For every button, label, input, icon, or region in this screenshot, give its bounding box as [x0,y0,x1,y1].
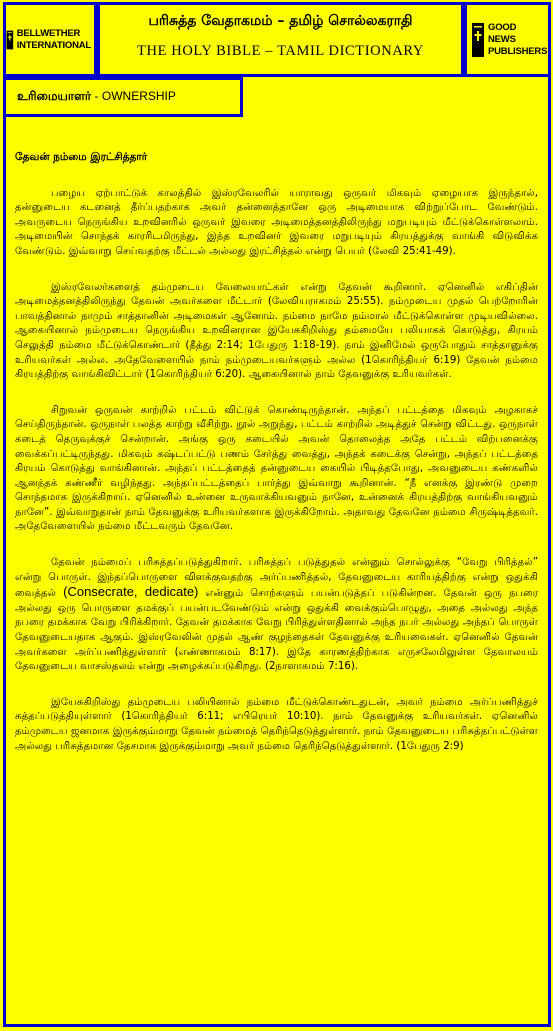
title-tamil: பரிசுத்த வேதாகமம் – தமிழ் சொல்லகராதி [148,13,413,29]
consecrate-keyword: (Consecrate, dedicate) [63,584,199,600]
consecrate-text-after: என்னும் சொற்களும் பயன்படுத்தப் படுகின்றன. தேவன் ஒரு நபரை அல்லது ஒரு பொருளை தமக்குப் பயன்படவேண்டும் என்று ஒதுக்கி வைக்கும்பொழுது, அதை அல்லது அந்த நபரை தமக்காக வேறு பிரிக்கிறார். தேவன் தமக்காக வேறு பிரித்துள்ளதினால் அந்த நபர் அல்லது அந்தப் பொருள் தேவனுடையதாக ஆகும். இஸ்ரவேலின் முதல் ஆண் குழந்தைகள் தேவனுக்கு உரியவைகள். ஏனெனில் தேவன் அவர்களை அர்ப்பணித்துள்ளார் (எண்ணாகமம் 8:17). இதே காரணத்திற்காக எருசலேமிலுள்ள தேவாலயம் தேவனுடைய வாசஸ்தலம் என்று அழைக்கப்படுகிறது. (2நாளாகமம் 7:16). [15,588,538,673]
consecrate-text-before: தேவன் நம்மைப் பரிசுத்தப்படுத்துகிறார். பரிசுத்தப் படுத்துதல் என்னும் சொல்லுக்கு “வேறு பிரித்தல்” என்று பொருள். இந்தப்பொருளை விளக்குவதற்கு அர்ப்பணித்தல், தேவனுடைய காரியத்திற்கு என்று ஒதுக்கி வைத்தல் [15,557,538,600]
paragraph-3: சிறுவன் ஒருவன் காற்றில் பட்டம் விட்டுக் கொண்டிருந்தான். அந்தப் பட்டத்தை மிகவும் அழகாகச் செய்திருந்தான். ஒருநாள் பலத்த காற்று வீசிற்று. நூல் அறுந்து, பட்டம் காற்றில் அடித்துச் சென்று விட்டது. ஒருநாள் கடைத் தெருவுக்குச் சென்றான். அங்கு ஒரு கடையில் அவன் தொலைத்த அதே பட்டம் விற்பனைக்கு வைக்கப்பட்டிருந்தது. மிகவும் கஷ்டப்பட்டு பணம் சேர்த்து வைத்து, அந்தக் கடைக்கு சென்று, அந்தப் பட்டத்தை கிரயம் கொடுத்து வாங்கினான். அந்தப் பட்டத்தைத் தன்னுடைய கையில் பிடித்தபோது, அவனுடைய கண்களில் ஆனந்தக் கண்ணீர் வழிந்தது. அந்தப்பட்டத்தைப் பார்த்து இவ்வாறு கூறினான். “நீ எனக்கு இரண்டு முறை சொந்தமாக இருக்கிறாய். ஏனெனில் உன்னை உருவாக்கியவனும் நானே, உன்னைக் கிரயத்திற்கு வாங்கியவனும் நானே”. இவ்வாறுதான் நாம் தேவனுக்கு உரியவர்களாக இருக்கிறோம். அதாவது தேவனே நம்மை சிருஷ்டித்தவர். அதேவேளையில் நம்மை மீட்டவரும் தேவனே. [15,404,538,533]
section-label-tamil: உரிமையாளர் [17,89,92,103]
paragraph-final: இயேசுகிறிஸ்து தம்முடைய பலியினால் நம்மை மீட்டுக்கொண்டதுடன், அவர் நம்மை அர்ப்பணித்துச் சுத்தப்படுத்தியுள்ளார் (1கொரிந்தியர் 6:11; எபிரெயர் 10:10). நாம் தேவனுக்கு உரியவர்கள். ஏனெனில் தம்முடைய ஜனமாக இருக்கும்மாறு தேவன் நம்மைத் தெரிந்தெடுத்துள்ளார். நாம் தேவனுடைய பரிசுத்தப்பட்டுள்ள அல்லது பரிசுத்தமான தேசமாக இருக்கும்மாறு அவர் நம்மை தெரிந்தெடுத்துள்ளார். (1பேதுரு 2:9) [15,696,538,752]
section-label-english: - OWNERSHIP [91,89,176,103]
good-news-logo-text: GOOD NEWS PUBLISHERS [488,21,548,57]
bellwether-logo-box [3,2,97,77]
book-icon [6,21,14,59]
good-news-logo [467,5,548,74]
title-english: THE HOLY BIBLE – TAMIL DICTIONARY [137,43,424,59]
bellwether-logo-text: BELLWETHER INTERNATIONAL [16,27,91,51]
section-label [17,89,176,105]
article-heading: தேவன் நம்மை இரட்சித்தார் [15,151,148,163]
title-box [97,2,464,77]
good-news-logo-box [464,2,551,77]
book-icon [471,21,485,59]
paragraph-2: இஸ்ரவேலர்களைத் தம்முடைய வேலையாட்கள் என்று தேவன் கூறினார். ஏனெனில் எகிப்தின் அடிமைத்தனத்திலிருந்து தேவன் அவர்களை மீட்டார் (லேவியராகமம் 25:55). நம்முடைய முதல் பெற்றோரின் பாவத்தினால் நாமும் சாத்தானின் அடிமைகள் ஆனோம். நம்மை நாமே நம்மால் மீட்டுக்கொள்ள முடியவில்லை. ஆகையினால் நம்முடைய நெருங்கிய உறவினரான இயேசுகிறிஸ்து தம்மையே பலியாகக் கொடுத்து, கிரயம் செலுத்தி நம்மை மீட்டுக்கொண்டார் (தீத்து 2:14; 1பேதுரு 1:18-19). நாம் இனிமேல் ஒருபோதும் சாத்தானுக்கு உரியவர்கள் அல்ல. அதேவேளையில் நாம் நம்முடையவர்களும் அல்ல (1கொரிந்தியர் 6:19) தேவன் நம்மை கிரயத்திற்கு வாங்கிவிட்டார் (1கொரிந்தியர் 6:20). ஆகையினால் நாம் தேவனுக்கு உரியவர்கள். [15,281,538,381]
paragraph-1: பழைய ஏற்பாட்டுக் காலத்தில் இஸ்ரவேலரில் யாராவது ஒருவர் மிகவும் ஏழையாக இருந்தால், தன்னுடைய கடனைத் தீர்ப்பதற்காக அவர் தன்னைத்தானே ஒரு அடிமையாக விற்றுப்போட வேண்டும். அவருடைய நெருங்கிய உறவினரில் ஒருவர் இவரை அடிமைத்தனத்திலிருந்து மறுபடியும் மீட்டுக்கொள்ளலாம். அடிமையின் சொந்தக் காரரிடமிருந்து, இந்த உறவினர் இவரை மறுபடியும் கிரயத்துக்கு வாங்கி விடுவிக்க வேண்டும். இவ்வாறு செய்வதற்கு மீட்டல் அல்லது இரட்சித்தல் என்று பெயர் (லேவி 25:41-49). [15,187,538,257]
article [15,150,538,775]
bellwether-logo [6,5,94,74]
paragraph-consecrate [15,556,538,675]
